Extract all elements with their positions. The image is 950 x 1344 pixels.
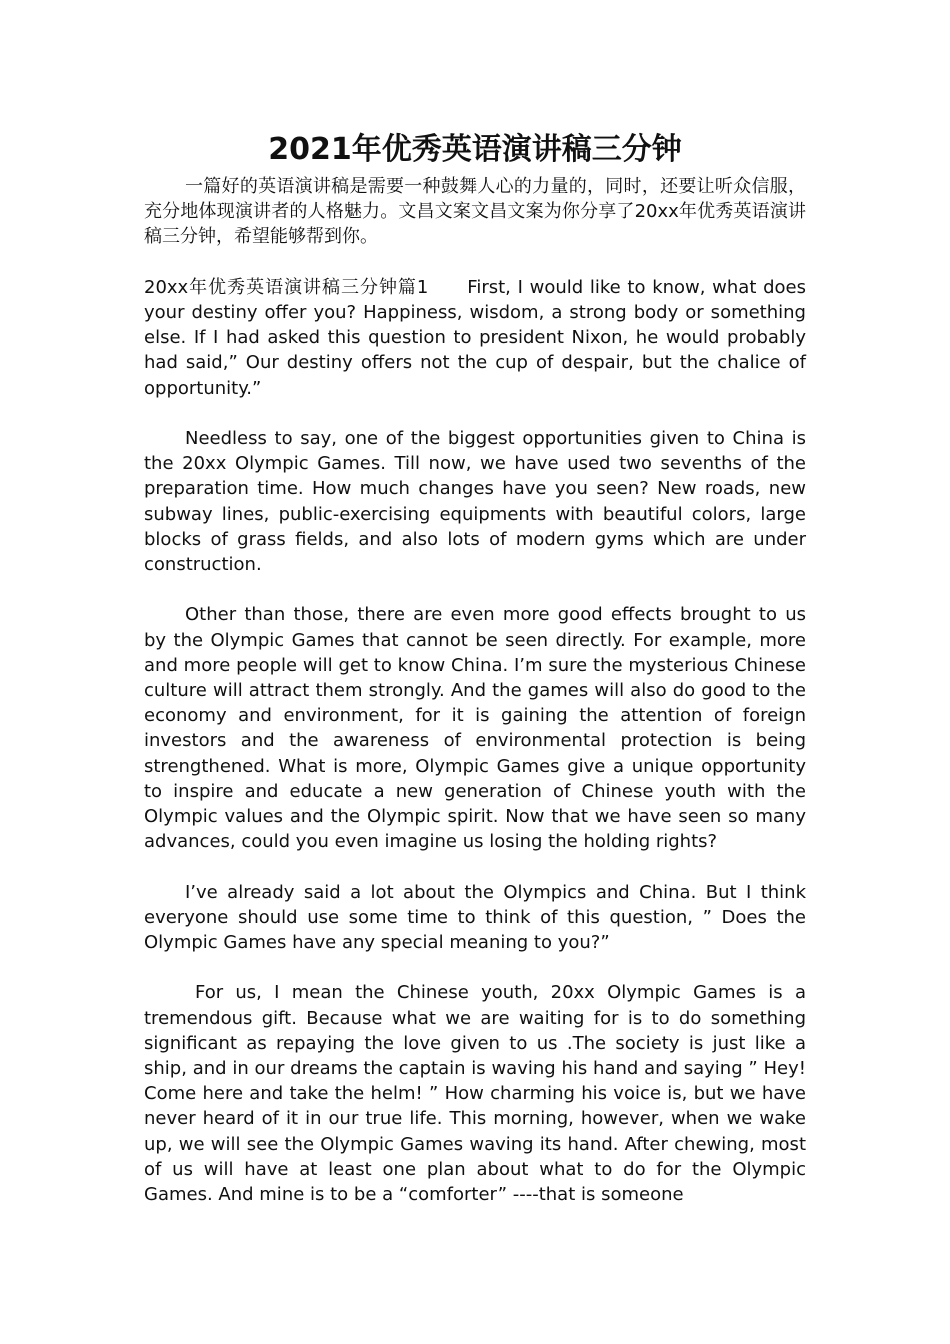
speech-paragraph-1: 20xx年优秀英语演讲稿三分钟篇1 First, I would like to know, what does your destiny offer you? Happiness, wisdom, a strong body or something else. If I had asked this question to president Nixon, he would probably had said,” Our destiny offers not the cup of despair, but the chalice of opportunity.” <box>144 276 806 399</box>
speech-paragraph-2: Needless to say, one of the biggest opportunities given to China is the 20xx Olympic Games. Till now, we have used two sevenths of the preparation time. How much changes have you seen? New roads, new subway lines, public-exercising equipments with beautiful colors, large blocks of grass fields, and also lots of modern gyms which are under construction. <box>144 428 806 576</box>
speech-paragraph-3: Other than those, there are even more good effects brought to us by the Olympic Games that cannot be seen directly. For example, more and more people will get to know China. I’m sure the mysterious Chinese culture will attract them strongly. And the games will also do good to the economy and environment, for it is gaining the attention of foreign investors and the awareness of environmental protection is being strengthened. What is more, Olympic Games give a unique opportunity to inspire and educate a new generation of Chinese youth with the Olympic values and the Olympic spirit. Now that we have seen so many advances, could you even imagine us losing the holding rights? <box>144 604 806 853</box>
document-title: 2021年优秀英语演讲稿三分钟 <box>268 132 682 167</box>
intro-paragraph: 一篇好的英语演讲稿是需要一种鼓舞人心的力量的，同时，还要让听众信服，充分地体现演讲者的人格魅力。文昌文案文昌文案为你分享了20xx年优秀英语演讲稿三分钟，希望能够帮到你。 <box>144 176 806 248</box>
speech-paragraph-5: For us, I mean the Chinese youth, 20xx Olympic Games is a tremendous gift. Because what we are waiting for is to do something significant as repaying the love given to us .The society is just like a ship, and in our dreams the captain is waving his hand and saying ” Hey! Come here and take the helm! ” How charming his voice is, but we have never heard of it in our true life. This morning, however, when we wake up, we will see the Olympic Games waving its hand. After chewing, most of us will have at least one plan about what to do for the Olympic Games. And mine is to be a “comforter” ----that is someone <box>144 982 806 1206</box>
document-body <box>144 128 806 1232</box>
speech-paragraph-4: I’ve already said a lot about the Olympics and China. But I think everyone should use some time to think of this question, ” Does the Olympic Games have any special meaning to you?” <box>144 881 806 954</box>
